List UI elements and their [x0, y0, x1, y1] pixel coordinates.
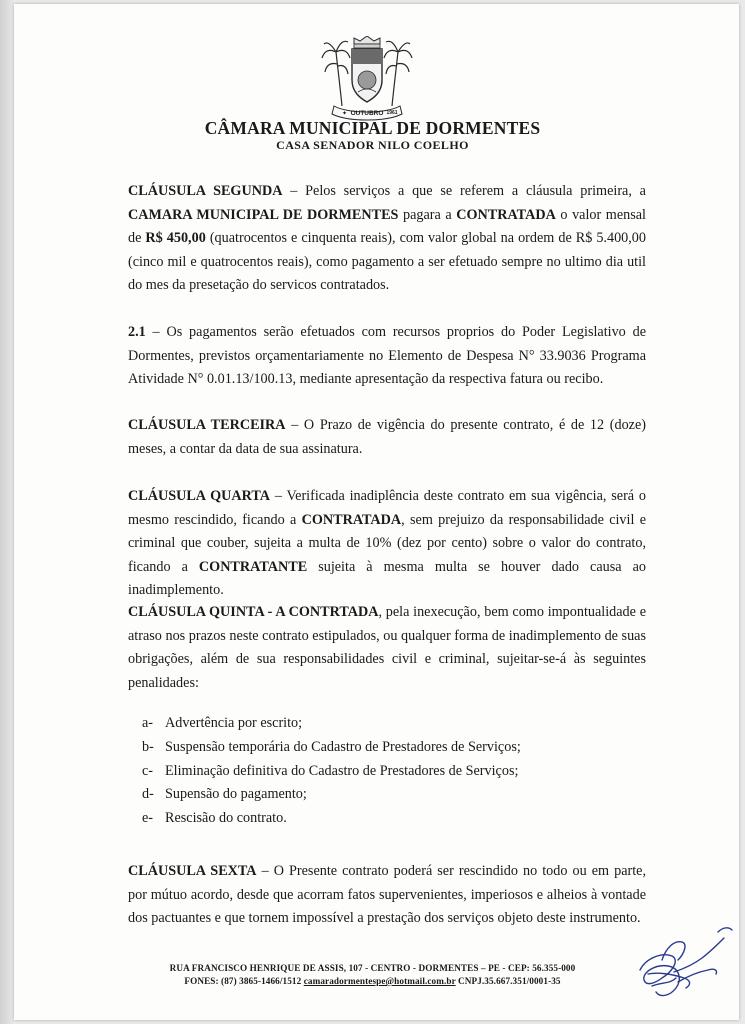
clausula-quinta-label: CLÁUSULA QUINTA - A CONTRTADA: [128, 604, 379, 620]
clausula-quarta-label: CLÁUSULA QUARTA: [128, 488, 271, 504]
seal-ribbon-year: 1961: [386, 110, 398, 116]
clausula-sexta: [128, 860, 646, 931]
item-2-1: [128, 321, 646, 392]
list-marker: e-: [142, 810, 154, 827]
list-item-text: Suspensão temporária do Cadastro de Prestadores de Serviços;: [165, 738, 521, 755]
clausula-quarta: [128, 485, 646, 603]
list-marker: a-: [142, 715, 154, 731]
handwritten-signature: [632, 912, 742, 1012]
document-title: CÂMARA MUNICIPAL DE DORMENTES: [204, 118, 541, 138]
party-contratada: CONTRATADA: [301, 511, 402, 528]
clausula-segunda-text-3: o valor mensal de: [128, 206, 646, 247]
clausula-terceira-label: CLÁUSULA TERCEIRA: [128, 417, 286, 433]
item-2-1-text: – Os pagamentos serão efetuados com recursos proprios do Poder Legislativo de Dormentes, previstos orçamentariamente no Elemento de Despesa N° 33.9036 Programa Atividade N° 0.01.13/100.13, mediante apresentação da respectiva fatura ou recibo.: [128, 324, 646, 388]
party-contratada: CONTRATADA: [456, 206, 556, 223]
clausula-segunda-text: – Pelos serviços a que se referem a cláusula primeira, a: [282, 183, 646, 199]
party-contratante: CONTRATANTE: [198, 558, 308, 575]
clausula-sexta-label: CLÁUSULA SEXTA: [128, 863, 257, 879]
item-2-1-label: 2.1: [128, 324, 146, 340]
party-camara: CAMARA MUNICIPAL DE DORMENTES: [128, 206, 399, 223]
list-item-text: Eliminação definitiva do Cadastro de Prestadores de Serviços;: [165, 762, 519, 779]
clausula-quarta-text: – Verificada inadiplência deste contrato em sua vigência, será o mesmo rescindido, ficando a: [128, 488, 646, 528]
document-subtitle: CASA SENADOR NILO COELHO: [276, 138, 469, 152]
clausula-sexta-text: – O Presente contrato poderá ser rescindido no todo ou em parte, por mútuo acordo, desde que acorram fatos supervenientes, imperiosos e alheios à vontade dos pactuantes e que tornem impossível a prestação dos serviços objeto deste instrumento.: [128, 863, 646, 927]
clausula-segunda: [128, 180, 646, 298]
clausula-quarta-text-2: , sem prejuizo da responsabilidade civil e criminal que couber, sujeita a multa de 10% (dez por cento) sobre o valor do contrato, ficando a: [128, 511, 646, 575]
clausula-segunda-text-4: (quatrocentos e cinquenta reais), com valor global na ordem de R$ 5.400,00 (cinco mil e quatrocentos reais), como pagamento a ser efetuado sempre no ultimo dia util do mes da presetação do servicos contratados.: [128, 230, 646, 294]
svg-text:✦: ✦: [342, 110, 348, 117]
footer-email-link[interactable]: camaradormentespe@hotmail.com.br: [303, 976, 456, 986]
footer-phones: FONES: (87) 3865-1466/1512: [184, 976, 304, 986]
clausula-quinta: [128, 601, 646, 695]
list-marker: c-: [142, 762, 154, 779]
seal-ribbon-text: OUTUBRO: [350, 110, 384, 117]
list-item-text: Rescisão do contrato.: [165, 810, 287, 827]
list-marker: d-: [142, 786, 154, 803]
clausula-segunda-text-2: pagara a: [398, 206, 457, 223]
clausula-terceira: [128, 414, 646, 461]
clausula-quarta-text-3: sujeita à mesma multa se houver dado causa ao inadimplemento.: [128, 558, 646, 599]
penalidades-list: [142, 712, 521, 831]
monthly-amount: R$ 450,00: [145, 230, 206, 247]
clausula-terceira-text: – O Prazo de vigência do presente contrato, é de 12 (doze) meses, a contar da data de sua assinatura.: [128, 417, 646, 457]
list-item: [142, 760, 521, 784]
footer-cnpj: CNPJ.35.667.351/0001-35: [455, 976, 561, 986]
clausula-segunda-label: CLÁUSULA SEGUNDA: [128, 183, 283, 199]
list-item-text: Advertência por escrito;: [165, 715, 303, 731]
list-item: [142, 736, 521, 760]
scan-edge-shadow: [0, 0, 14, 1024]
list-item: [142, 783, 521, 807]
list-item: [142, 712, 521, 736]
list-marker: b-: [142, 738, 154, 755]
list-item-text: Supensão do pagamento;: [165, 786, 307, 803]
footer-address: RUA FRANCISCO HENRIQUE DE ASSIS, 107 - CENTRO - DORMENTES – PE - CEP: 56.355-000: [169, 963, 576, 973]
municipal-seal-logo: [318, 36, 416, 122]
clausula-quinta-text: , pela inexecução, bem como impontualidade e atraso nos prazos neste contrato estipulados, ou qualquer forma de inadimplemento de suas obrigações, além de sua responsabilidades civil e criminal, sujeitar-se-á às seguintes penalidades:: [128, 604, 646, 691]
list-item: [142, 807, 521, 831]
